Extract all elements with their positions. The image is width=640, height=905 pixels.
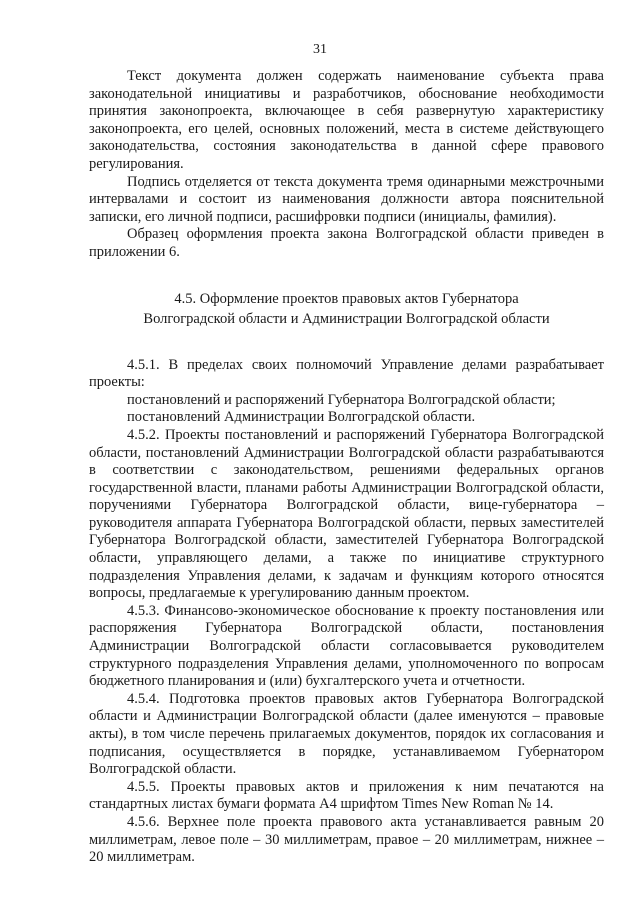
- page-number: 31: [313, 42, 327, 57]
- paragraph-signature: Подпись отделяется от текста документа тремя одинарными межстрочными интервалами и состоит из наименования должности автора пояснительной записки, его личной подписи, расшифровки подписи (инициалы, фамилия).: [89, 173, 604, 225]
- paragraph-4-5-3: 4.5.3. Финансово-экономическое обоснование к проекту постановления или распоряжения Губернатора Волгоградской области, постановления Администрации Волгоградской области согласовывается руководителем структурного подразделения Управления делами, уполномоченного по вопросам бюджетного планирования и (или) бухгалтерского учета и отчетности.: [89, 602, 604, 690]
- section-heading-line-2: Волгоградской области и Администрации Волгоградской области: [143, 310, 550, 327]
- document-body: [89, 68, 604, 867]
- paragraph-text-requirements: Текст документа должен содержать наименование субъекта права законодательной инициативы и разработчиков, обоснование необходимости принятия законопроекта, включающее в себя развернутую характеристику законопроекта, его целей, основных положений, места в системе действующего законодательства, состояния законодательства в данной сфере правового регулирования.: [89, 68, 604, 172]
- list-item-administration-acts: постановлений Администрации Волгоградской области.: [127, 409, 476, 426]
- paragraph-4-5-5: 4.5.5. Проекты правовых актов и приложения к ним печатаются на стандартных листах бумаги формата А4 шрифтом Times New Roman № 14.: [89, 778, 604, 813]
- paragraph-4-5-4: 4.5.4. Подготовка проектов правовых актов Губернатора Волгоградской области и Администрации Волгоградской области (далее именуются – правовые акты), в том числе перечень прилагаемых документов, порядок их согласования и подписания, осуществляется в порядке, устанавливаемом Губернатором Волгоградской области.: [89, 690, 604, 778]
- section-heading-line-1: 4.5. Оформление проектов правовых актов Губернатора: [174, 290, 519, 307]
- paragraph-4-5-1: 4.5.1. В пределах своих полномочий Управление делами разрабатывает проекты:: [89, 356, 604, 391]
- paragraph-sample-reference: Образец оформления проекта закона Волгоградской области приведен в приложении 6.: [89, 226, 604, 260]
- list-item-governor-acts: постановлений и распоряжений Губернатора Волгоградской области;: [127, 391, 556, 408]
- section-heading-4-5: [89, 289, 604, 329]
- paragraph-4-5-2: 4.5.2. Проекты постановлений и распоряжений Губернатора Волгоградской области, постановлений Администрации Волгоградской области разрабатываются в соответствии с законодательством, решениями федеральных органов государственной власти, планами работы Администрации Волгоградской области, поручениями Губернатора Волгоградской области, вице-губернатора – руководителя аппарата Губернатора Волгоградской области, первых заместителей Губернатора Волгоградской области, заместителей Губернатора Волгоградской области, управляющего делами, а также по инициативе структурного подразделения Управления делами, к задачам и функциям которого относятся вопросы, предлагаемые к урегулированию данным проектом.: [89, 426, 604, 602]
- paragraph-4-5-6: 4.5.6. Верхнее поле проекта правового акта устанавливается равным 20 миллиметрам, левое поле – 30 миллиметрам, правое – 20 миллиметрам, нижнее – 20 миллиметрам.: [89, 813, 604, 866]
